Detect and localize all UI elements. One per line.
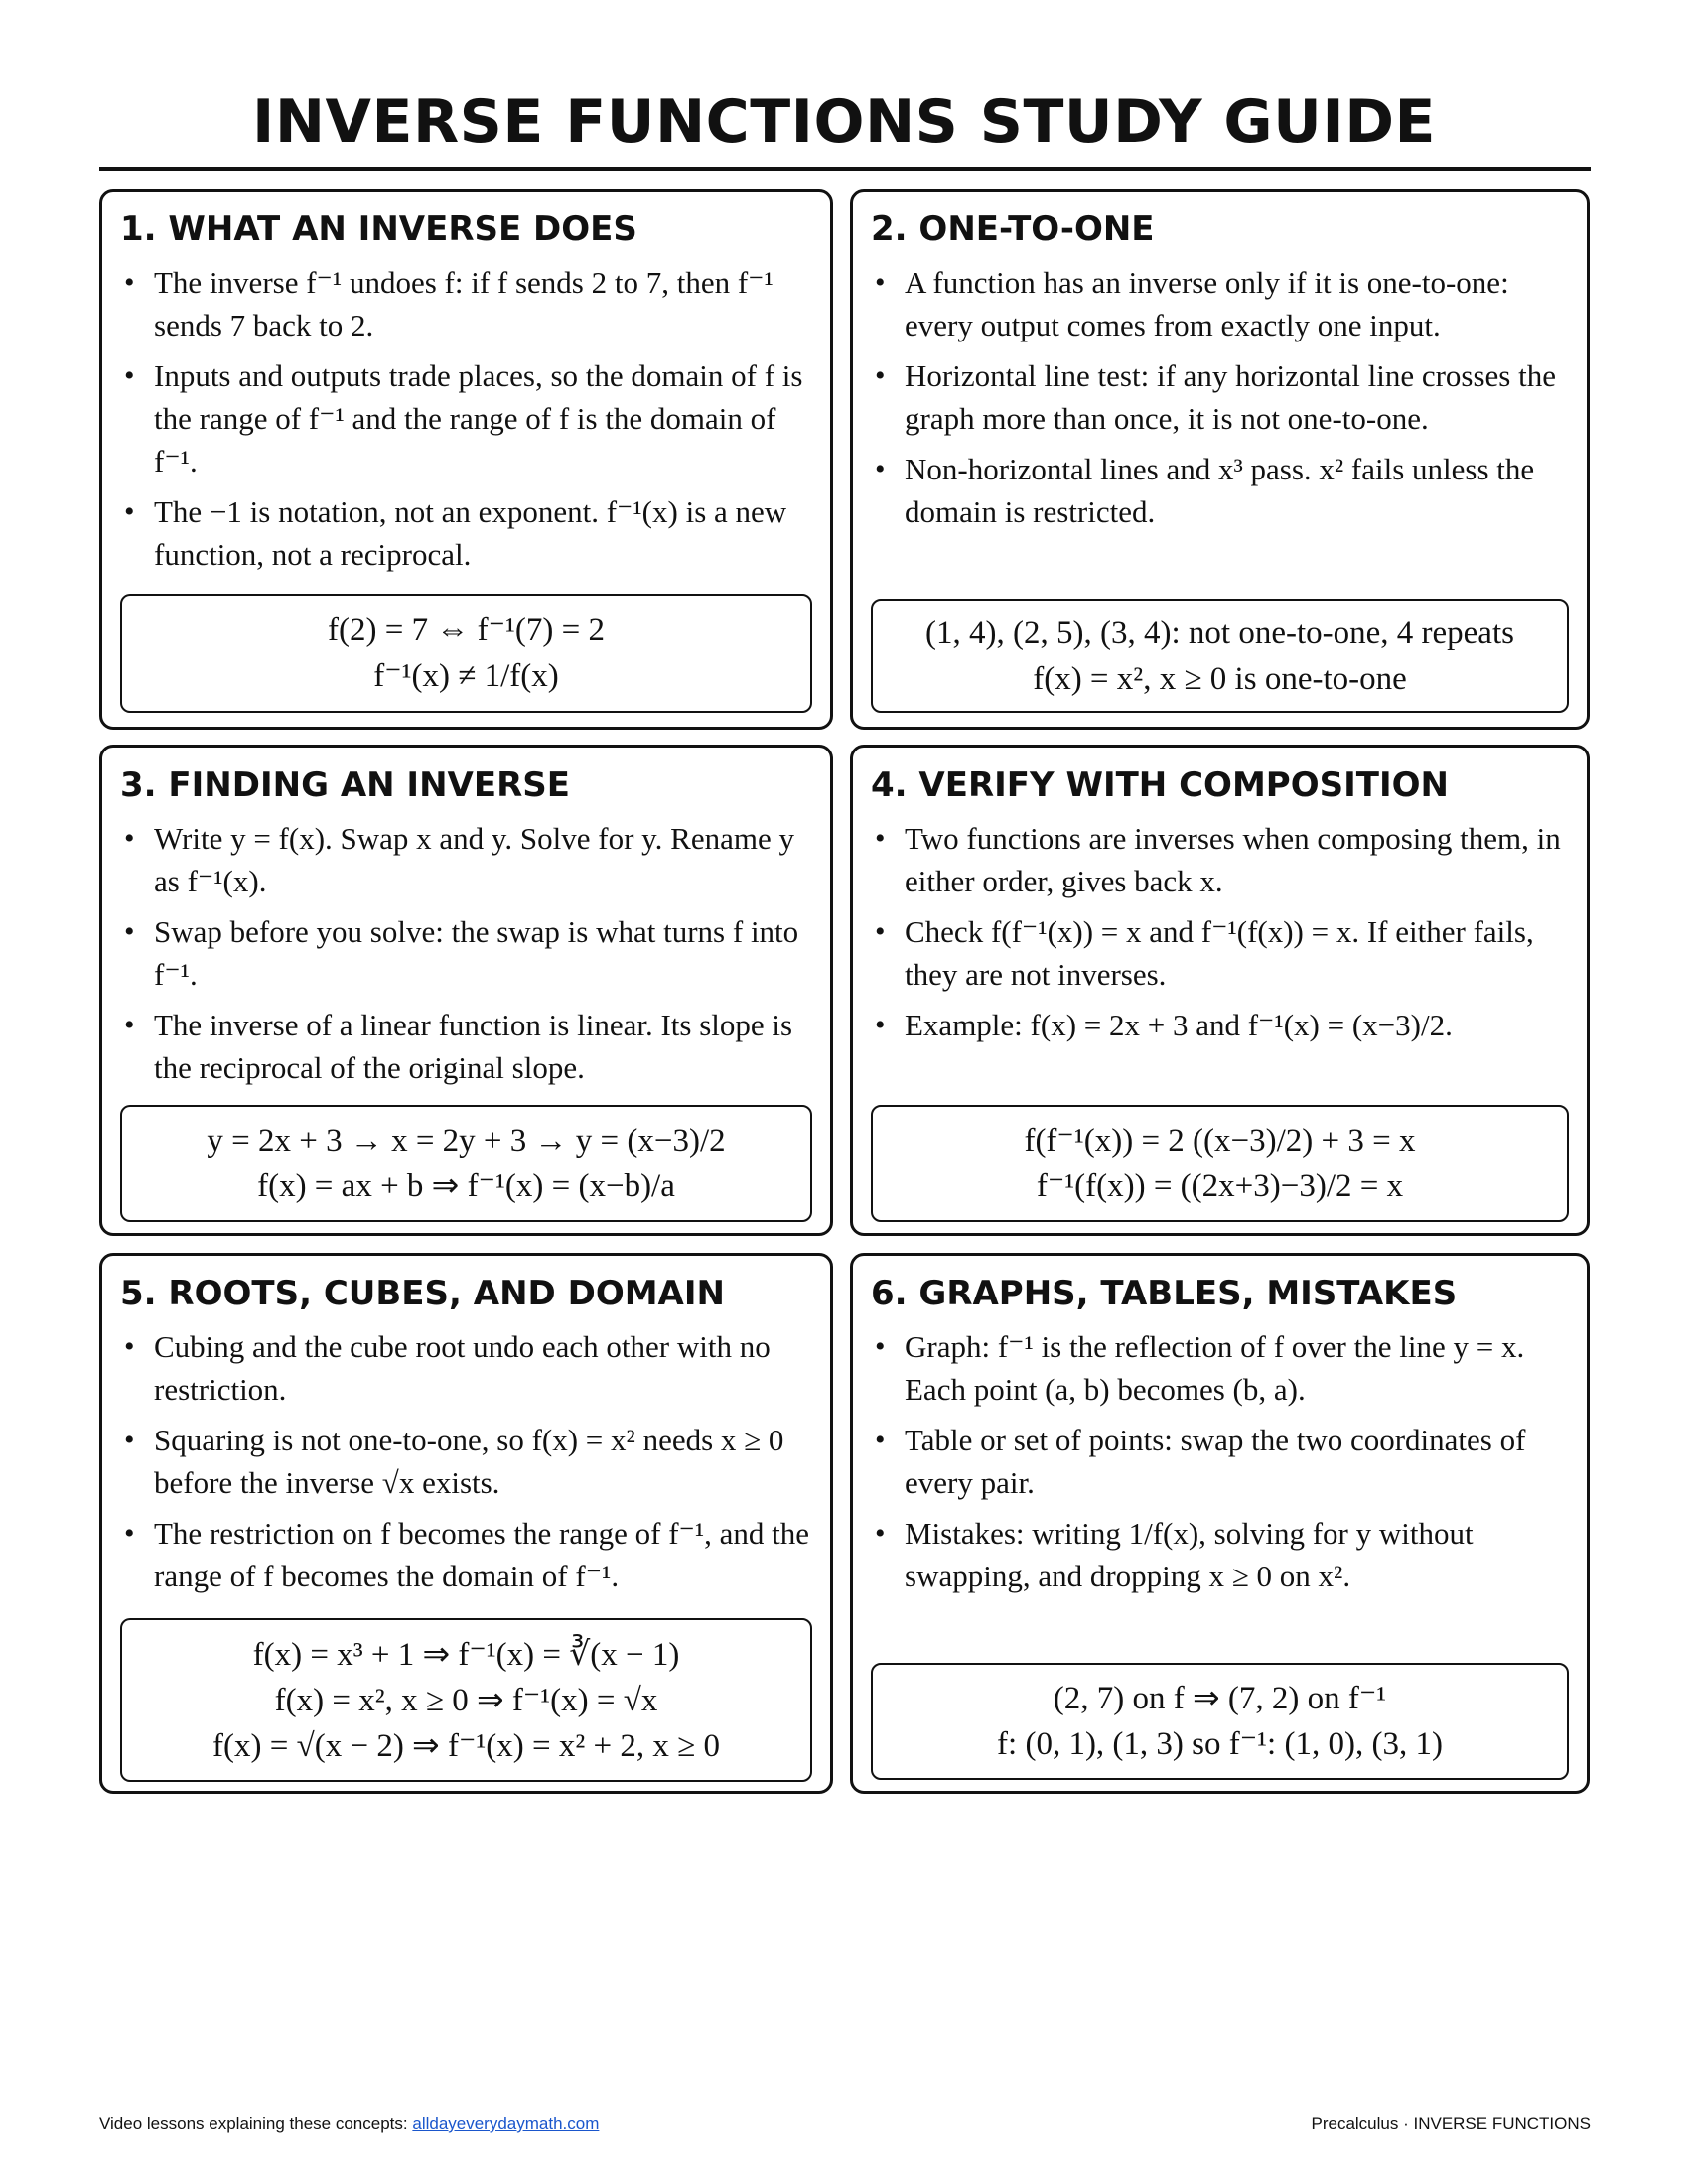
bullet-list (871, 261, 1569, 541)
section-card-3 (99, 745, 833, 1236)
bullet-list (120, 817, 812, 1097)
formula-line: f(x) = √(x − 2) ⇒ f⁻¹(x) = x² + 2, x ≥ 0 (212, 1727, 720, 1764)
formula-line: f(2) = 7 ⇔ f⁻¹(7) = 2 (328, 613, 605, 648)
formula-box (120, 594, 812, 713)
bullet-item: • The inverse f⁻¹ undoes f: if f sends 2 to 7, then f⁻¹ sends 7 back to 2. (120, 261, 812, 346)
bullet-item: • Write y = f(x). Swap x and y. Solve for y. Rename y as f⁻¹(x). (120, 817, 812, 902)
formula-line: f(f⁻¹(x)) = 2 ((x−3)/2) + 3 = x (1024, 1123, 1416, 1159)
footer-text: Video lessons explaining these concepts: (99, 2115, 408, 2133)
formula-line: f: (0, 1), (1, 3) so f⁻¹: (1, 0), (3, 1) (997, 1726, 1443, 1762)
section-heading: 1. WHAT AN INVERSE DOES (120, 209, 637, 249)
bullet-item: • Graph: f⁻¹ is the reflection of f over the line y = x. Each point (a, b) becomes (b, a). (871, 1325, 1569, 1411)
formula-line: f(x) = x², x ≥ 0 ⇒ f⁻¹(x) = √x (274, 1682, 658, 1718)
section-card-4 (850, 745, 1590, 1236)
section-card-5 (99, 1253, 833, 1794)
formula-line: f(x) = ax + b ⇒ f⁻¹(x) = (x−b)/a (257, 1168, 675, 1204)
formula-box (120, 1618, 812, 1782)
section-card-1 (99, 189, 833, 730)
footer-left (99, 2115, 599, 2134)
formula-line: f⁻¹(f(x)) = ((2x+3)−3)/2 = x (1036, 1168, 1404, 1204)
bullet-item: • Squaring is not one-to-one, so f(x) = x² needs x ≥ 0 before the inverse √x exists. (120, 1419, 812, 1504)
section-heading: 5. ROOTS, CUBES, AND DOMAIN (120, 1274, 725, 1313)
section-heading: 3. FINDING AN INVERSE (120, 765, 570, 805)
bullet-item: • Example: f(x) = 2x + 3 and f⁻¹(x) = (x−3)/2. (871, 1004, 1569, 1046)
bullet-list (871, 1325, 1569, 1605)
formula-box (871, 1105, 1569, 1222)
formula-line: f⁻¹(x) ≠ 1/f(x) (373, 658, 559, 694)
section-card-2 (850, 189, 1590, 730)
formula-line: y = 2x + 3 → x = 2y + 3 → y = (x−3)/2 (207, 1123, 726, 1159)
section-heading: 6. GRAPHS, TABLES, MISTAKES (871, 1274, 1458, 1313)
formula-line: (2, 7) on f ⇒ (7, 2) on f⁻¹ (1053, 1681, 1387, 1716)
section-heading: 2. ONE-TO-ONE (871, 209, 1155, 249)
bullet-item: • The −1 is notation, not an exponent. f⁻¹(x) is a new function, not a reciprocal. (120, 490, 812, 576)
page-title: INVERSE FUNCTIONS STUDY GUIDE (252, 87, 1436, 157)
bullet-item: • A function has an inverse only if it is one-to-one: every output comes from exactly one input. (871, 261, 1569, 346)
bullet-item: • Horizontal line test: if any horizontal line crosses the graph more than once, it is not one-to-one. (871, 354, 1569, 440)
formula-line: f(x) = x², x ≥ 0 is one-to-one (1033, 660, 1407, 697)
bullet-list (120, 261, 812, 584)
formula-line: (1, 4), (2, 5), (3, 4): not one-to-one, 4 repeats (925, 614, 1514, 651)
section-card-6 (850, 1253, 1590, 1794)
bullet-item: • Check f(f⁻¹(x)) = x and f⁻¹(f(x)) = x. If either fails, they are not inverses. (871, 910, 1569, 996)
bullet-item: • Inputs and outputs trade places, so the domain of f is the range of f⁻¹ and the range of f is the domain of f⁻¹. (120, 354, 812, 482)
footer-right: Precalculus · INVERSE FUNCTIONS (1311, 2115, 1591, 2133)
formula-box (871, 1663, 1569, 1780)
formula-box (120, 1105, 812, 1222)
bullet-list (871, 817, 1569, 1054)
bullet-item: • The inverse of a linear function is linear. Its slope is the reciprocal of the original slope. (120, 1004, 812, 1089)
formula-box (871, 599, 1569, 713)
website-link[interactable]: alldayeverydaymath.com (412, 2115, 600, 2133)
bullet-item: • Mistakes: writing 1/f(x), solving for y without swapping, and dropping x ≥ 0 on x². (871, 1512, 1569, 1597)
bullet-item: • Cubing and the cube root undo each other with no restriction. (120, 1325, 812, 1411)
bullet-item: • The restriction on f becomes the range of f⁻¹, and the range of f becomes the domain of f⁻¹. (120, 1512, 812, 1597)
section-heading: 4. VERIFY WITH COMPOSITION (871, 765, 1449, 805)
title-divider (99, 167, 1591, 171)
bullet-item: • Non-horizontal lines and x³ pass. x² fails unless the domain is restricted. (871, 448, 1569, 533)
bullet-list (120, 1325, 812, 1605)
formula-line: f(x) = x³ + 1 ⇒ f⁻¹(x) = ∛(x − 1) (252, 1636, 680, 1673)
bullet-item: • Two functions are inverses when composing them, in either order, gives back x. (871, 817, 1569, 902)
bullet-item: • Table or set of points: swap the two coordinates of every pair. (871, 1419, 1569, 1504)
bullet-item: • Swap before you solve: the swap is what turns f into f⁻¹. (120, 910, 812, 996)
